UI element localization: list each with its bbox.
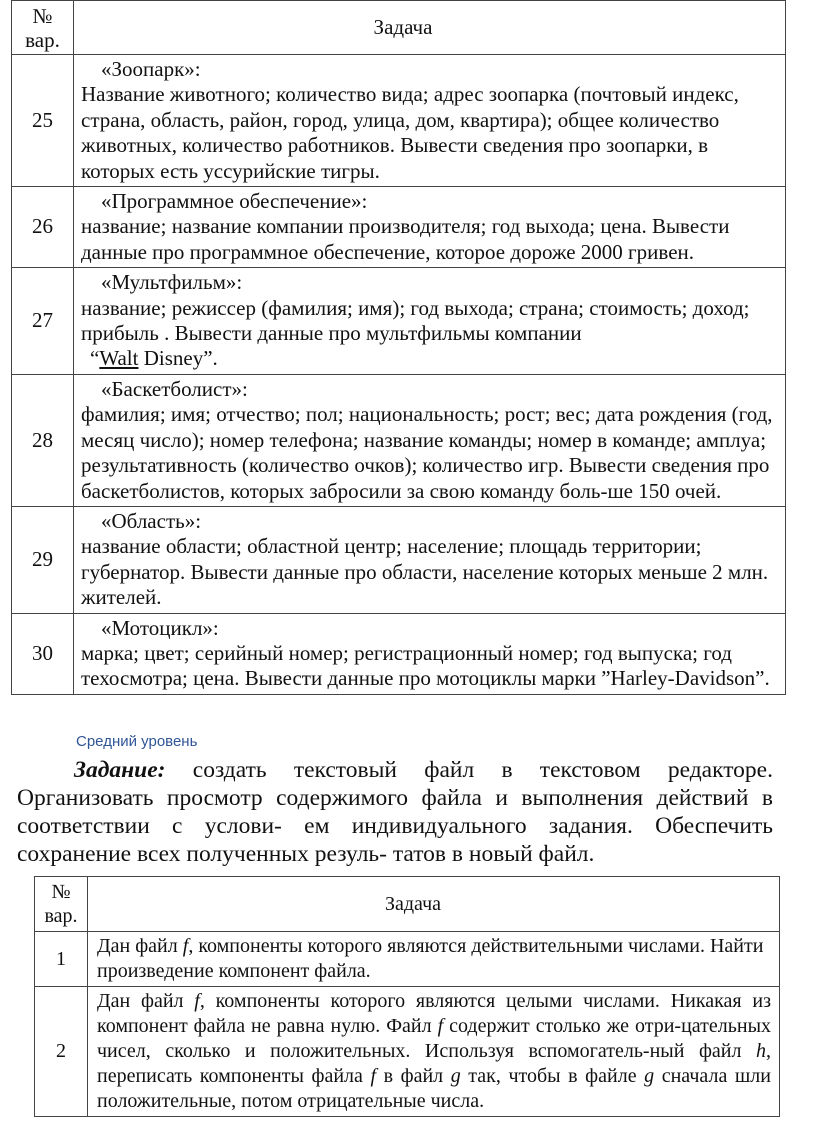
task-body: название области; областной центр; население; площадь территории; губернатор. Вывести данные про области, население которых меньше 2 млн. жителей.	[81, 534, 769, 610]
variant-number: 28	[12, 374, 74, 506]
task-title: «Зоопарк»:	[101, 57, 201, 81]
task-cell	[74, 374, 786, 506]
task-body: фамилия; имя; отчество; пол; национальность; рост; вес; дата рождения (год, месяц число); номер телефона; название команды; номер в команде; амплуа; результативность (количество очков); количество игр. Вывести сведения про баскетболистов, которых забросили за свою команду боль-ше 150 очей.	[81, 402, 773, 503]
variant-number: 25	[12, 55, 74, 187]
task-text: сначала шли положительные, потом отрицательные числа.	[97, 1065, 771, 1112]
task-body: марка; цвет; серийный номер; регистрационный номер; год выпуска; год техосмотра; цена. Вывести данные про мотоциклы марки ”Harley-Davidson”.	[81, 640, 770, 691]
table-row	[35, 987, 780, 1117]
task-cell	[74, 55, 786, 187]
file-var: f	[182, 935, 189, 957]
variants-table-2	[34, 876, 780, 1117]
task-cell	[74, 506, 786, 613]
task-cell	[88, 987, 780, 1117]
variant-number: 27	[12, 268, 74, 375]
file-var: g	[450, 1065, 461, 1087]
task-body: Название животного; количество вида; адрес зоопарка (почтовый индекс, страна, область, район, город, улица, дом, квартира); общее количество животных, количество работников. Вывести сведения про зоопарки, в которых есть уссурийские тигры.	[81, 82, 739, 183]
section-heading: Средний уровень	[76, 733, 198, 750]
table-row	[35, 932, 780, 987]
task-body-end: Disney”.	[138, 346, 218, 371]
variants-table-1	[11, 0, 786, 695]
task-body: название; название компании производителя; год выхода; цена. Вывести данные про программное обеспечение, которое дороже 2000 гривен.	[81, 214, 730, 264]
quote-open: “	[90, 346, 100, 371]
variant-number: 2	[35, 987, 88, 1117]
header-num-label: вар.	[25, 27, 60, 52]
file-var: h	[756, 1040, 766, 1062]
task-cell	[74, 187, 786, 268]
task-cell	[74, 613, 786, 694]
assignment-paragraph	[17, 756, 773, 868]
file-var: f	[194, 990, 200, 1012]
table-row	[12, 187, 786, 268]
header-task: Задача	[88, 877, 780, 932]
variant-number: 29	[12, 506, 74, 613]
task-cell	[88, 932, 780, 987]
task-title: «Программное обеспечение»:	[101, 189, 368, 214]
header-task: Задача	[74, 1, 786, 55]
task-body-text: название; режиссер (фамилия; имя); год выхода; страна; стоимость; доход; прибыль . Вывести данные про мультфильмы компании	[81, 295, 750, 346]
task-title: «Область»:	[101, 508, 202, 533]
task-title: «Мотоцикл»:	[101, 615, 219, 640]
task-text: содержит столько же отри-цательных чисел, сколько и положительных. Используя вспомогатель-ный файл	[97, 1015, 772, 1062]
task-body	[81, 296, 779, 372]
header-num-label: вар.	[44, 905, 78, 927]
table-row	[12, 374, 786, 506]
task-text: Дан файл	[97, 935, 183, 957]
header-variant-number	[12, 1, 74, 55]
table-header-row	[12, 1, 786, 55]
variant-number: 1	[35, 932, 88, 987]
task-title: «Мультфильм»:	[101, 270, 243, 295]
task-text: , переписать компоненты файла	[97, 1040, 771, 1087]
table-row	[12, 506, 786, 613]
header-num-symbol: №	[32, 3, 53, 28]
table-row	[12, 268, 786, 375]
assignment-text: создать текстовый файл в текстовом редакторе. Организовать просмотр содержимого файла и выполнения действий в соответствии с услови- ем индивидуального задания. Обеспечить сохранение всех полученных резуль- татов в новый файл.	[17, 757, 773, 867]
task-text: так, чтобы в файле	[460, 1065, 645, 1087]
variant-number: 30	[12, 613, 74, 694]
header-num-symbol: №	[51, 881, 71, 903]
file-var: g	[644, 1065, 655, 1087]
table-header-row	[35, 877, 780, 932]
task-text: , компоненты которого являются действительными числами. Найти произведение компонент файла.	[97, 935, 764, 982]
task-text: в файл	[376, 1065, 451, 1087]
task-text: Дан файл	[97, 990, 195, 1012]
underlined-word: Walt	[99, 346, 139, 371]
file-var: f	[370, 1065, 377, 1087]
task-title: «Баскетболист»:	[101, 376, 248, 401]
table-row	[12, 55, 786, 187]
file-var: f	[437, 1015, 444, 1037]
table-row	[12, 613, 786, 694]
task-text: , компоненты которого являются целыми числами. Никакая из компонент файла не равна нулю. Файл	[97, 990, 771, 1037]
assignment-label: Задание:	[74, 757, 166, 783]
header-variant-number	[35, 877, 88, 932]
task-cell	[74, 268, 786, 375]
variant-number: 26	[12, 187, 74, 268]
